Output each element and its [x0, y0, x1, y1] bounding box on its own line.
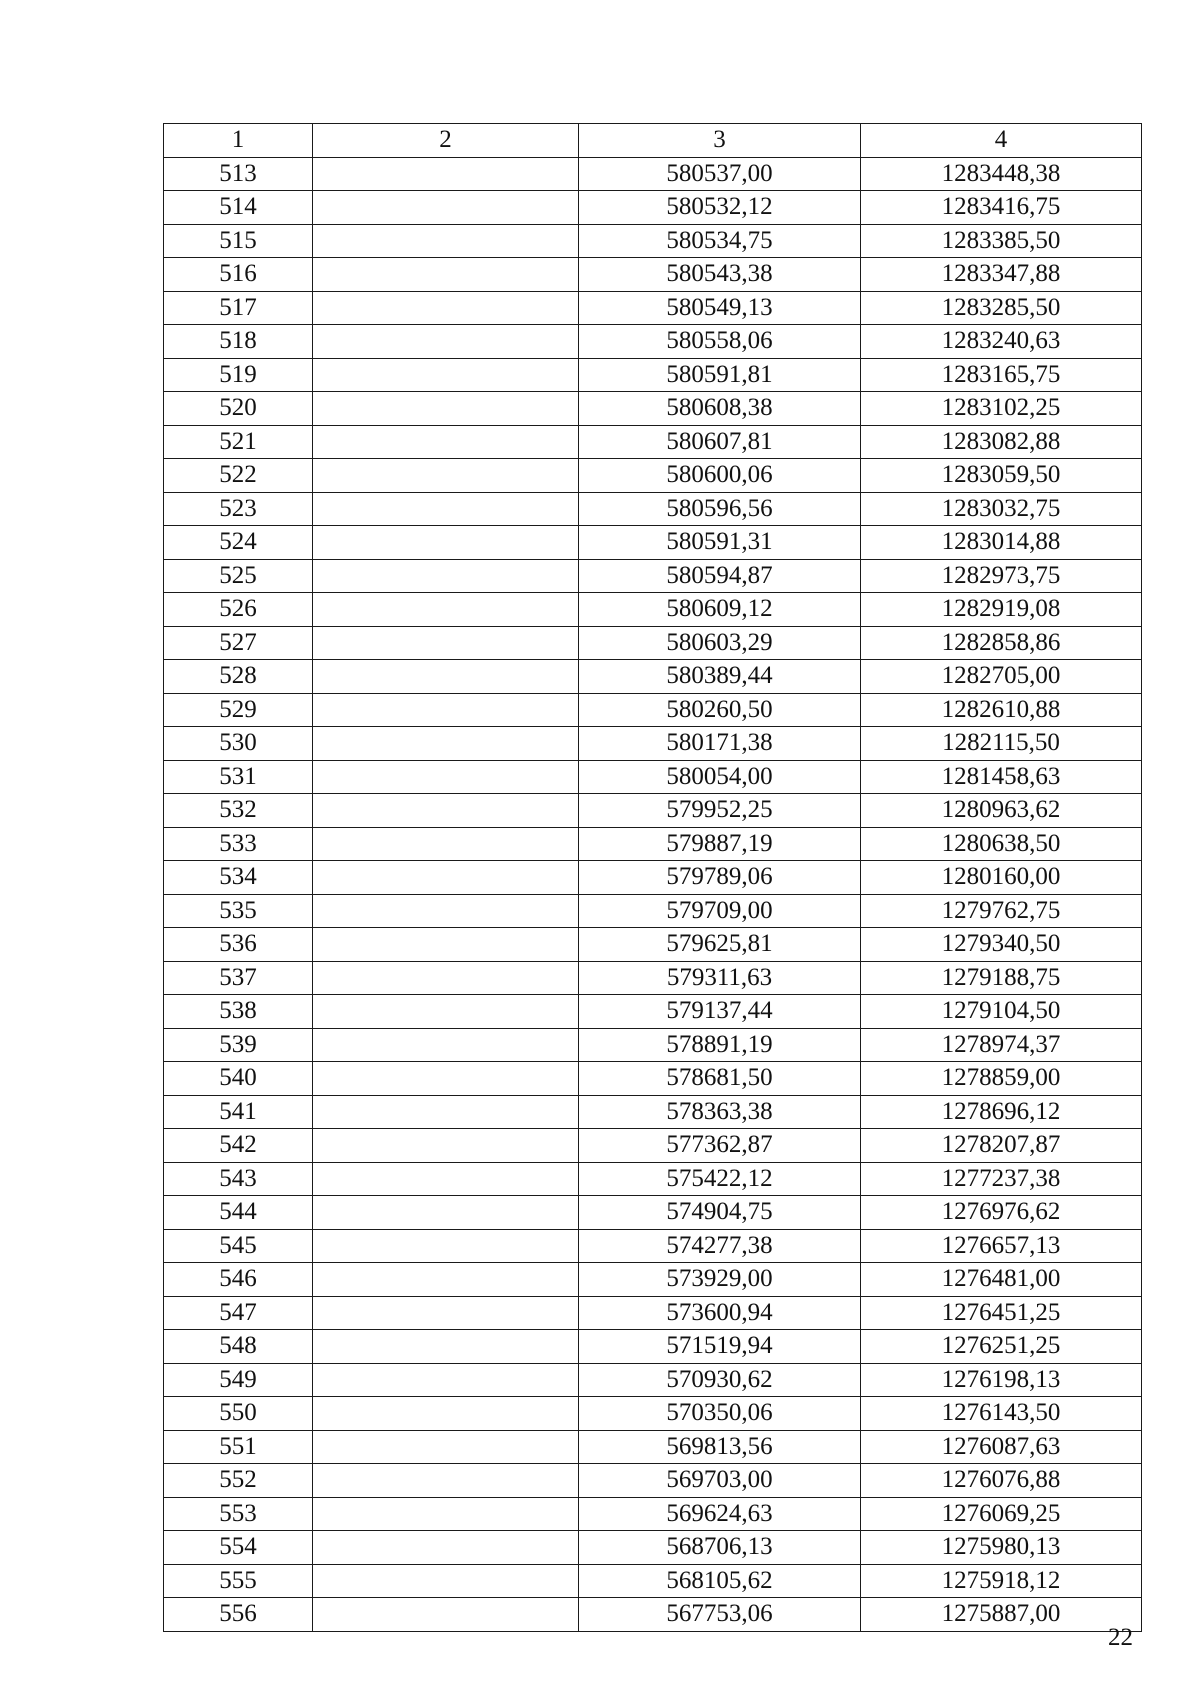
description-cell	[313, 593, 579, 627]
description-cell	[313, 1531, 579, 1565]
table-row	[164, 1062, 1142, 1096]
y-coordinate-cell: 1278859,00	[861, 1062, 1142, 1096]
table-row	[164, 626, 1142, 660]
point-number-cell: 546	[164, 1263, 313, 1297]
table-row	[164, 1028, 1142, 1062]
description-cell	[313, 760, 579, 794]
y-coordinate-cell: 1283448,38	[861, 157, 1142, 191]
y-coordinate-cell: 1276143,50	[861, 1397, 1142, 1431]
point-number-cell: 522	[164, 459, 313, 493]
x-coordinate-cell: 579625,81	[579, 928, 861, 962]
y-coordinate-cell: 1283240,63	[861, 325, 1142, 359]
point-number-cell: 555	[164, 1564, 313, 1598]
point-number-cell: 539	[164, 1028, 313, 1062]
table-row	[164, 1296, 1142, 1330]
x-coordinate-cell: 580558,06	[579, 325, 861, 359]
table-row	[164, 1363, 1142, 1397]
table-row	[164, 1531, 1142, 1565]
y-coordinate-cell: 1280160,00	[861, 861, 1142, 895]
point-number-cell: 532	[164, 794, 313, 828]
description-cell	[313, 459, 579, 493]
table-row	[164, 459, 1142, 493]
description-cell	[313, 861, 579, 895]
table-row	[164, 224, 1142, 258]
x-coordinate-cell: 579137,44	[579, 995, 861, 1029]
x-coordinate-cell: 567753,06	[579, 1598, 861, 1632]
description-cell	[313, 157, 579, 191]
y-coordinate-cell: 1275918,12	[861, 1564, 1142, 1598]
table-row	[164, 961, 1142, 995]
point-number-cell: 544	[164, 1196, 313, 1230]
x-coordinate-cell: 578891,19	[579, 1028, 861, 1062]
table-row	[164, 995, 1142, 1029]
point-number-cell: 548	[164, 1330, 313, 1364]
y-coordinate-cell: 1276251,25	[861, 1330, 1142, 1364]
point-number-cell: 525	[164, 559, 313, 593]
y-coordinate-cell: 1276087,63	[861, 1430, 1142, 1464]
y-coordinate-cell: 1275887,00	[861, 1598, 1142, 1632]
y-coordinate-cell: 1276481,00	[861, 1263, 1142, 1297]
y-coordinate-cell: 1276451,25	[861, 1296, 1142, 1330]
table-row	[164, 1598, 1142, 1632]
description-cell	[313, 291, 579, 325]
description-cell	[313, 1196, 579, 1230]
x-coordinate-cell: 569624,63	[579, 1497, 861, 1531]
description-cell	[313, 1028, 579, 1062]
x-coordinate-cell: 577362,87	[579, 1129, 861, 1163]
y-coordinate-cell: 1278974,37	[861, 1028, 1142, 1062]
point-number-cell: 556	[164, 1598, 313, 1632]
x-coordinate-cell: 571519,94	[579, 1330, 861, 1364]
x-coordinate-cell: 580596,56	[579, 492, 861, 526]
coordinates-table	[163, 123, 1142, 1632]
description-cell	[313, 224, 579, 258]
table-row	[164, 1430, 1142, 1464]
x-coordinate-cell: 580607,81	[579, 425, 861, 459]
point-number-cell: 540	[164, 1062, 313, 1096]
y-coordinate-cell: 1279762,75	[861, 894, 1142, 928]
point-number-cell: 538	[164, 995, 313, 1029]
y-coordinate-cell: 1283014,88	[861, 526, 1142, 560]
x-coordinate-cell: 568105,62	[579, 1564, 861, 1598]
description-cell	[313, 1464, 579, 1498]
table-row	[164, 1464, 1142, 1498]
x-coordinate-cell: 580543,38	[579, 258, 861, 292]
y-coordinate-cell: 1278207,87	[861, 1129, 1142, 1163]
x-coordinate-cell: 580534,75	[579, 224, 861, 258]
description-cell	[313, 425, 579, 459]
x-coordinate-cell: 580591,81	[579, 358, 861, 392]
description-cell	[313, 1430, 579, 1464]
x-coordinate-cell: 569703,00	[579, 1464, 861, 1498]
description-cell	[313, 1397, 579, 1431]
description-cell	[313, 928, 579, 962]
table-row	[164, 1229, 1142, 1263]
table-row	[164, 1129, 1142, 1163]
y-coordinate-cell: 1281458,63	[861, 760, 1142, 794]
table-row	[164, 1095, 1142, 1129]
x-coordinate-cell: 579952,25	[579, 794, 861, 828]
y-coordinate-cell: 1279188,75	[861, 961, 1142, 995]
table-row	[164, 1397, 1142, 1431]
point-number-cell: 527	[164, 626, 313, 660]
description-cell	[313, 961, 579, 995]
y-coordinate-cell: 1282973,75	[861, 559, 1142, 593]
x-coordinate-cell: 580594,87	[579, 559, 861, 593]
table-row	[164, 1564, 1142, 1598]
description-cell	[313, 1129, 579, 1163]
y-coordinate-cell: 1280963,62	[861, 794, 1142, 828]
table-row	[164, 358, 1142, 392]
description-cell	[313, 258, 579, 292]
description-cell	[313, 492, 579, 526]
point-number-cell: 518	[164, 325, 313, 359]
x-coordinate-cell: 580537,00	[579, 157, 861, 191]
y-coordinate-cell: 1280638,50	[861, 827, 1142, 861]
table-row	[164, 526, 1142, 560]
y-coordinate-cell: 1275980,13	[861, 1531, 1142, 1565]
point-number-cell: 528	[164, 660, 313, 694]
y-coordinate-cell: 1283082,88	[861, 425, 1142, 459]
table-row	[164, 191, 1142, 225]
x-coordinate-cell: 573600,94	[579, 1296, 861, 1330]
table-row	[164, 1162, 1142, 1196]
description-cell	[313, 1162, 579, 1196]
x-coordinate-cell: 574904,75	[579, 1196, 861, 1230]
description-cell	[313, 1062, 579, 1096]
description-cell	[313, 392, 579, 426]
y-coordinate-cell: 1276069,25	[861, 1497, 1142, 1531]
table-row	[164, 325, 1142, 359]
x-coordinate-cell: 574277,38	[579, 1229, 861, 1263]
table-row	[164, 861, 1142, 895]
table-row	[164, 258, 1142, 292]
column-header-2: 2	[313, 124, 579, 158]
column-header-4: 4	[861, 124, 1142, 158]
point-number-cell: 530	[164, 727, 313, 761]
y-coordinate-cell: 1283032,75	[861, 492, 1142, 526]
description-cell	[313, 827, 579, 861]
table-row	[164, 593, 1142, 627]
table-row	[164, 928, 1142, 962]
table-row	[164, 392, 1142, 426]
y-coordinate-cell: 1277237,38	[861, 1162, 1142, 1196]
y-coordinate-cell: 1282610,88	[861, 693, 1142, 727]
table-row	[164, 827, 1142, 861]
x-coordinate-cell: 579311,63	[579, 961, 861, 995]
point-number-cell: 537	[164, 961, 313, 995]
x-coordinate-cell: 580603,29	[579, 626, 861, 660]
point-number-cell: 517	[164, 291, 313, 325]
point-number-cell: 549	[164, 1363, 313, 1397]
description-cell	[313, 1229, 579, 1263]
description-cell	[313, 894, 579, 928]
x-coordinate-cell: 578681,50	[579, 1062, 861, 1096]
x-coordinate-cell: 575422,12	[579, 1162, 861, 1196]
y-coordinate-cell: 1282919,08	[861, 593, 1142, 627]
column-header-3: 3	[579, 124, 861, 158]
description-cell	[313, 559, 579, 593]
x-coordinate-cell: 580389,44	[579, 660, 861, 694]
y-coordinate-cell: 1283165,75	[861, 358, 1142, 392]
x-coordinate-cell: 580260,50	[579, 693, 861, 727]
y-coordinate-cell: 1276976,62	[861, 1196, 1142, 1230]
description-cell	[313, 1598, 579, 1632]
column-header-1: 1	[164, 124, 313, 158]
description-cell	[313, 1497, 579, 1531]
description-cell	[313, 526, 579, 560]
x-coordinate-cell: 580609,12	[579, 593, 861, 627]
table-body	[164, 157, 1142, 1631]
description-cell	[313, 1330, 579, 1364]
point-number-cell: 553	[164, 1497, 313, 1531]
table-row	[164, 425, 1142, 459]
description-cell	[313, 1296, 579, 1330]
point-number-cell: 535	[164, 894, 313, 928]
point-number-cell: 536	[164, 928, 313, 962]
y-coordinate-cell: 1282115,50	[861, 727, 1142, 761]
x-coordinate-cell: 580171,38	[579, 727, 861, 761]
x-coordinate-cell: 580608,38	[579, 392, 861, 426]
x-coordinate-cell: 568706,13	[579, 1531, 861, 1565]
point-number-cell: 541	[164, 1095, 313, 1129]
y-coordinate-cell: 1283285,50	[861, 291, 1142, 325]
y-coordinate-cell: 1283416,75	[861, 191, 1142, 225]
y-coordinate-cell: 1279340,50	[861, 928, 1142, 962]
x-coordinate-cell: 580054,00	[579, 760, 861, 794]
point-number-cell: 513	[164, 157, 313, 191]
table-row	[164, 492, 1142, 526]
point-number-cell: 533	[164, 827, 313, 861]
point-number-cell: 542	[164, 1129, 313, 1163]
x-coordinate-cell: 579789,06	[579, 861, 861, 895]
table-row	[164, 291, 1142, 325]
point-number-cell: 516	[164, 258, 313, 292]
point-number-cell: 551	[164, 1430, 313, 1464]
point-number-cell: 550	[164, 1397, 313, 1431]
table-row	[164, 794, 1142, 828]
table-row	[164, 1263, 1142, 1297]
point-number-cell: 531	[164, 760, 313, 794]
x-coordinate-cell: 578363,38	[579, 1095, 861, 1129]
description-cell	[313, 626, 579, 660]
x-coordinate-cell: 579887,19	[579, 827, 861, 861]
point-number-cell: 520	[164, 392, 313, 426]
table-row	[164, 894, 1142, 928]
x-coordinate-cell: 580591,31	[579, 526, 861, 560]
description-cell	[313, 1564, 579, 1598]
point-number-cell: 545	[164, 1229, 313, 1263]
description-cell	[313, 358, 579, 392]
point-number-cell: 543	[164, 1162, 313, 1196]
description-cell	[313, 693, 579, 727]
table-row	[164, 559, 1142, 593]
table-row	[164, 157, 1142, 191]
x-coordinate-cell: 569813,56	[579, 1430, 861, 1464]
y-coordinate-cell: 1278696,12	[861, 1095, 1142, 1129]
description-cell	[313, 191, 579, 225]
point-number-cell: 515	[164, 224, 313, 258]
description-cell	[313, 325, 579, 359]
y-coordinate-cell: 1283347,88	[861, 258, 1142, 292]
point-number-cell: 547	[164, 1296, 313, 1330]
description-cell	[313, 1263, 579, 1297]
header-row	[164, 124, 1142, 158]
y-coordinate-cell: 1283102,25	[861, 392, 1142, 426]
point-number-cell: 552	[164, 1464, 313, 1498]
y-coordinate-cell: 1282705,00	[861, 660, 1142, 694]
table-row	[164, 1196, 1142, 1230]
y-coordinate-cell: 1283059,50	[861, 459, 1142, 493]
x-coordinate-cell: 579709,00	[579, 894, 861, 928]
page-number: 22	[1108, 1624, 1133, 1651]
table-row	[164, 727, 1142, 761]
x-coordinate-cell: 570930,62	[579, 1363, 861, 1397]
table-row	[164, 1497, 1142, 1531]
x-coordinate-cell: 573929,00	[579, 1263, 861, 1297]
point-number-cell: 524	[164, 526, 313, 560]
point-number-cell: 534	[164, 861, 313, 895]
point-number-cell: 519	[164, 358, 313, 392]
description-cell	[313, 727, 579, 761]
description-cell	[313, 794, 579, 828]
x-coordinate-cell: 580600,06	[579, 459, 861, 493]
table-row	[164, 660, 1142, 694]
point-number-cell: 554	[164, 1531, 313, 1565]
y-coordinate-cell: 1282858,86	[861, 626, 1142, 660]
y-coordinate-cell: 1276076,88	[861, 1464, 1142, 1498]
x-coordinate-cell: 580549,13	[579, 291, 861, 325]
description-cell	[313, 995, 579, 1029]
table-row	[164, 1330, 1142, 1364]
point-number-cell: 514	[164, 191, 313, 225]
point-number-cell: 526	[164, 593, 313, 627]
point-number-cell: 523	[164, 492, 313, 526]
table-row	[164, 760, 1142, 794]
y-coordinate-cell: 1279104,50	[861, 995, 1142, 1029]
point-number-cell: 521	[164, 425, 313, 459]
y-coordinate-cell: 1276657,13	[861, 1229, 1142, 1263]
table-row	[164, 693, 1142, 727]
x-coordinate-cell: 570350,06	[579, 1397, 861, 1431]
description-cell	[313, 1095, 579, 1129]
description-cell	[313, 1363, 579, 1397]
point-number-cell: 529	[164, 693, 313, 727]
description-cell	[313, 660, 579, 694]
x-coordinate-cell: 580532,12	[579, 191, 861, 225]
y-coordinate-cell: 1283385,50	[861, 224, 1142, 258]
y-coordinate-cell: 1276198,13	[861, 1363, 1142, 1397]
